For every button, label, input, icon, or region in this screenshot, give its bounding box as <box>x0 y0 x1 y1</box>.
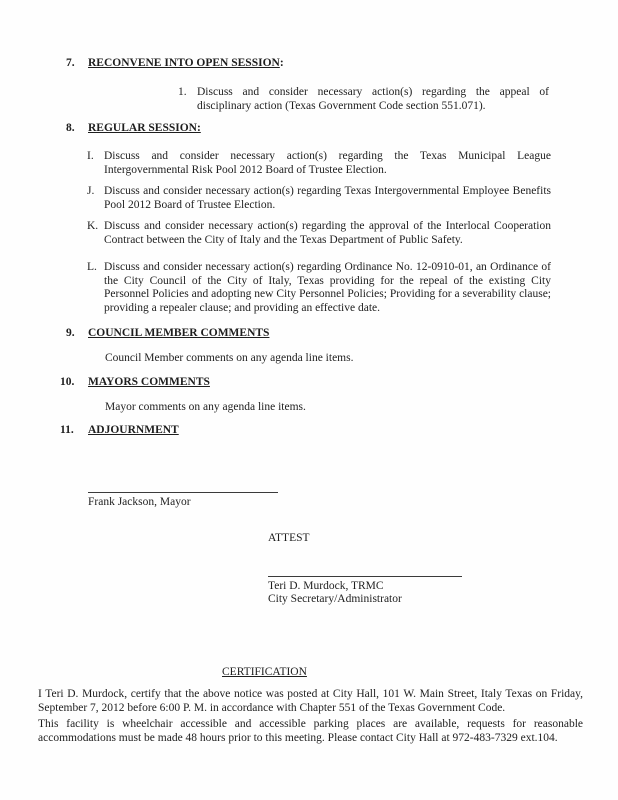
certification-posted-paragraph: I Teri D. Murdock, certify that the above notice was posted at City Hall, 101 W. Main Street, Italy Texas on Friday, September 7, 2012 before 6:00 P. M. in accordance with Chapter 551 of the Texas Government Code. <box>38 688 583 714</box>
item-letter: L. <box>87 261 97 273</box>
item-letter: J. <box>87 185 95 197</box>
section-10-body: Mayor comments on any agenda line items. <box>105 401 306 413</box>
subitem-text: Discuss and consider necessary action(s) regarding the appeal of disciplinary action (Texas Government Code section 551.071). <box>197 86 549 112</box>
mayor-signature-name: Frank Jackson, Mayor <box>88 496 191 508</box>
certification-accessibility-paragraph: This facility is wheelchair accessible and accessible parking places are available, requests for reasonable accommodations must be made 48 hours prior to this meeting. Please contact City Hall at 972-483-7329 ext.104. <box>38 718 583 744</box>
certification-heading: CERTIFICATION <box>222 666 307 678</box>
section-9-heading <box>66 327 269 341</box>
section-11-heading <box>60 424 179 438</box>
section-title: COUNCIL MEMBER COMMENTS <box>88 327 270 339</box>
agenda-subitem-1 <box>178 86 549 113</box>
section-number: 8. <box>66 122 75 134</box>
item-text: Discuss and consider necessary action(s) regarding the Texas Municipal League Intergovernmental Risk Pool 2012 Board of Trustee Election. <box>104 150 551 176</box>
secretary-signature-name: Teri D. Murdock, TRMC <box>268 580 384 592</box>
section-title: MAYORS COMMENTS <box>88 376 210 388</box>
item-text: Discuss and consider necessary action(s) regarding the approval of the Interlocal Cooperation Contract between the City of Italy and the Texas Department of Public Safety. <box>104 220 551 246</box>
secretary-signature-title: City Secretary/Administrator <box>268 593 402 605</box>
section-number: 11. <box>60 424 74 436</box>
section-title-colon: : <box>279 57 284 69</box>
section-10-heading <box>60 376 210 390</box>
item-text: Discuss and consider necessary action(s) regarding Ordinance No. 12-0910-01, an Ordinance of the City Council of the City of Italy, Texas providing for the repeal of the existing City Personnel Policies and adopting new City Personnel Policies; Providing for a severability clause; providing a repealer clause; and providing an effective date. <box>104 261 551 314</box>
secretary-signature-line <box>268 576 462 577</box>
agenda-item-I <box>87 150 551 177</box>
attest-label: ATTEST <box>268 532 310 544</box>
section-title: ADJOURNMENT <box>88 424 179 436</box>
section-title: RECONVENE INTO OPEN SESSION <box>88 57 280 69</box>
section-number: 7. <box>66 57 75 69</box>
section-9-body: Council Member comments on any agenda line items. <box>105 352 354 364</box>
section-8-heading <box>66 122 201 136</box>
subitem-number: 1. <box>178 86 187 98</box>
item-text: Discuss and consider necessary action(s) regarding Texas Intergovernmental Employee Benefits Pool 2012 Board of Trustee Election. <box>104 185 551 211</box>
mayor-signature-line <box>88 492 278 493</box>
item-letter: K. <box>87 220 99 232</box>
section-7-heading <box>66 57 284 71</box>
item-letter: I. <box>87 150 94 162</box>
section-number: 9. <box>66 327 75 339</box>
section-number: 10. <box>60 376 75 388</box>
agenda-item-J <box>87 185 551 212</box>
section-title: REGULAR SESSION: <box>88 122 201 134</box>
agenda-item-K <box>87 220 551 247</box>
agenda-item-L <box>87 261 551 315</box>
